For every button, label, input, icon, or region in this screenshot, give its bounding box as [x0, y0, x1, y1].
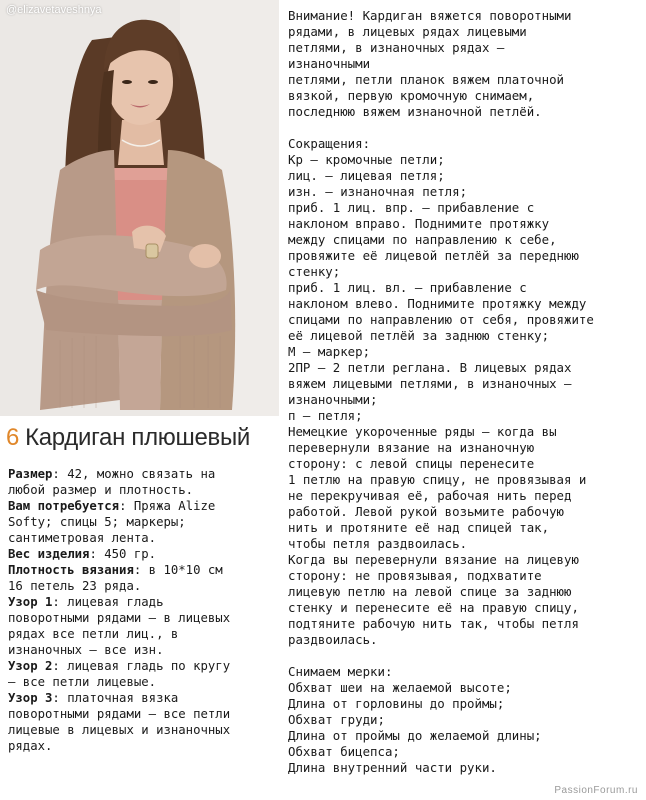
instruction-line: Снимаем мерки: — [288, 664, 393, 679]
instruction-line: подтяните рабочую нить так, чтобы петля — [288, 616, 579, 631]
spec-line — [8, 578, 276, 594]
spec-line — [8, 562, 276, 578]
instruction-line — [288, 648, 642, 664]
instruction-line: стенку; — [288, 264, 341, 279]
instruction-line: вяжем лицевыми петлями, в изнаночных – — [288, 376, 572, 391]
instruction-line: Длина внутренний части руки. — [288, 760, 497, 775]
site-watermark: PassionForum.ru — [554, 785, 638, 796]
instruction-line: петлями, в изнаночных рядах – — [288, 40, 505, 55]
instruction-line: последнюю вяжем изнаночной петлёй. — [288, 104, 542, 119]
instruction-line: перевернули вязание на изнаночную — [288, 440, 535, 455]
instruction-line: вязкой, первую кромочную снимаем, — [288, 88, 535, 103]
instruction-line: Немецкие укороченные ряды – когда вы — [288, 424, 557, 439]
spec-label: Вес изделия — [8, 547, 90, 561]
instruction-line: чтобы петля раздвоилась. — [288, 536, 468, 551]
spec-line — [8, 674, 276, 690]
spec-line — [8, 482, 276, 498]
instruction-line: Обхват груди; — [288, 712, 385, 727]
spec-text: : лицевая гладь — [52, 595, 164, 609]
spec-label: Узор 1 — [8, 595, 53, 609]
instruction-line: Длина от горловины до проймы; — [288, 696, 505, 711]
spec-text: : 42, можно связать на — [52, 467, 216, 481]
instruction-line: лицевую петлю на левой спице за заднюю — [288, 584, 572, 599]
spec-line — [8, 658, 276, 674]
instruction-line: 1 петлю на правую спицу, не провязывая и — [288, 472, 587, 487]
instruction-line: между спицами по направлению к себе, — [288, 232, 557, 247]
spec-text: : в 10*10 см — [133, 563, 223, 577]
instruction-line: раздвоилась. — [288, 632, 378, 647]
spec-line — [8, 594, 276, 610]
spec-text: рядах. — [8, 739, 53, 753]
cardigan-illustration — [0, 0, 279, 416]
spec-text: – все петли лицевые. — [8, 675, 157, 689]
instruction-line: её лицевой петлёй за заднюю стенку; — [288, 328, 550, 343]
spec-line — [8, 626, 276, 642]
instruction-line: приб. 1 лиц. вл. – прибавление с — [288, 280, 527, 295]
instructions-block — [288, 8, 642, 776]
instruction-line: наклоном вправо. Поднимите протяжку — [288, 216, 550, 231]
instruction-line: Обхват шеи на желаемой высоте; — [288, 680, 512, 695]
spec-line — [8, 722, 276, 738]
instruction-line: наклоном влево. Поднимите протяжку между — [288, 296, 587, 311]
spec-line — [8, 498, 276, 514]
spec-line — [8, 530, 276, 546]
spec-text: : Пряжа Alize — [119, 499, 216, 513]
spec-line — [8, 690, 276, 706]
spec-line — [8, 610, 276, 626]
instruction-line: провяжите её лицевой петлёй за переднюю — [288, 248, 579, 263]
spec-text: сантиметровая лента. — [8, 531, 157, 545]
spec-text: : лицевая гладь по кругу — [52, 659, 231, 673]
instruction-line — [288, 120, 642, 136]
instruction-line: приб. 1 лиц. впр. – прибавление с — [288, 200, 535, 215]
spec-line — [8, 706, 276, 722]
spec-label: Узор 2 — [8, 659, 53, 673]
spec-line — [8, 466, 276, 482]
instruction-line: работой. Левой рукой возьмите рабочую — [288, 504, 565, 519]
instruction-line: не перекручивая её, рабочая нить перед — [288, 488, 572, 503]
spec-line — [8, 642, 276, 658]
spec-label: Размер — [8, 467, 53, 481]
instruction-line: Внимание! Кардиган вяжется поворотными — [288, 8, 572, 23]
instruction-line: изн. – изнаночная петля; — [288, 184, 468, 199]
spec-line — [8, 514, 276, 530]
instruction-line: лиц. – лицевая петля; — [288, 168, 445, 183]
spec-text: поворотными рядами – все петли — [8, 707, 231, 721]
instruction-line: сторону: не провязывая, подхватите — [288, 568, 542, 583]
instruction-line: Длина от проймы до желаемой длины; — [288, 728, 542, 743]
spec-text: 16 петель 23 ряда. — [8, 579, 142, 593]
spec-text: рядах все петли лиц., в — [8, 627, 179, 641]
specs-block — [8, 466, 276, 754]
instruction-line: изнаночными; — [288, 392, 378, 407]
spec-label: Плотность вязания — [8, 563, 134, 577]
model-photo — [0, 0, 279, 416]
instruction-line: рядами, в лицевых рядах лицевыми — [288, 24, 527, 39]
instruction-line: сторону: с левой спицы перенесите — [288, 456, 535, 471]
instruction-line: изнаночными — [288, 56, 371, 71]
pattern-title — [6, 424, 281, 452]
spec-line — [8, 546, 276, 562]
spec-text: Softy; спицы 5; маркеры; — [8, 515, 186, 529]
instruction-line: М – маркер; — [288, 344, 371, 359]
instruction-line: 2ПР – 2 петли реглана. В лицевых рядах — [288, 360, 572, 375]
instruction-line: петлями, петли планок вяжем платочной — [288, 72, 565, 87]
instruction-line: спицами по направлению от себя, провяжите — [288, 312, 594, 327]
spec-text: : платочная вязка — [52, 691, 179, 705]
instruction-line: нить и протяните её над спицей так, — [288, 520, 550, 535]
instruction-line: стенку и перенесите её на правую спицу, — [288, 600, 579, 615]
spec-text: лицевые в лицевых и изнаночных — [8, 723, 231, 737]
spec-label: Узор 3 — [8, 691, 53, 705]
spec-text: любой размер и плотность. — [8, 483, 194, 497]
spec-line — [8, 738, 276, 754]
instruction-line: Когда вы перевернули вязание на лицевую — [288, 552, 579, 567]
instruction-line: п – петля; — [288, 408, 363, 423]
spec-text: поворотными рядами – в лицевых — [8, 611, 231, 625]
spec-text: изнаночных – все изн. — [8, 643, 164, 657]
instruction-line: Кр – кромочные петли; — [288, 152, 445, 167]
instruction-line: Обхват бицепса; — [288, 744, 400, 759]
spec-label: Вам потребуется — [8, 499, 120, 513]
pattern-number: 6 — [6, 424, 20, 451]
instruction-line: Сокращения: — [288, 136, 371, 151]
pattern-name: Кардиган плюшевый — [25, 424, 251, 451]
author-handle: @elizavetaveshnya — [6, 4, 102, 16]
spec-text: : 450 гр. — [89, 547, 157, 561]
